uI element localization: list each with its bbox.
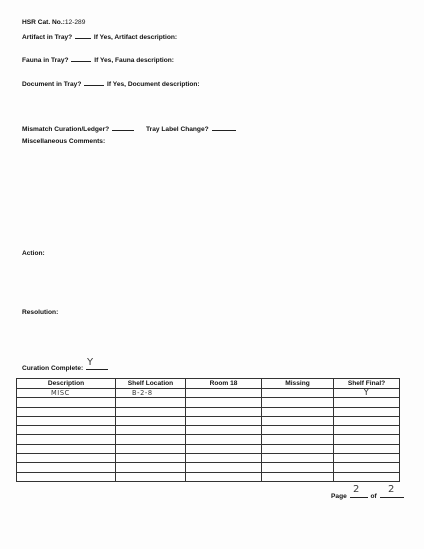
curation-complete-label: Curation Complete: — [22, 365, 84, 372]
table-cell[interactable] — [334, 426, 400, 435]
document-question — [22, 79, 200, 89]
table-cell[interactable] — [17, 416, 116, 425]
column-header-missing: Missing — [262, 379, 334, 389]
artifact-description-label: If Yes, Artifact description: — [93, 34, 178, 41]
artifact-question — [22, 32, 177, 42]
table-cell[interactable] — [262, 398, 334, 407]
table-cell[interactable] — [334, 398, 400, 407]
table-cell[interactable] — [334, 454, 400, 463]
tray-label-answer-field[interactable] — [212, 124, 236, 131]
table-row — [17, 454, 400, 463]
table-cell[interactable] — [262, 463, 334, 472]
document-answer-field[interactable] — [84, 79, 104, 86]
table-cell[interactable] — [334, 463, 400, 472]
curation-complete-value: Y — [87, 357, 94, 368]
artifact-answer-field[interactable] — [75, 32, 91, 39]
table-cell[interactable] — [116, 463, 186, 472]
table-cell[interactable] — [17, 435, 116, 444]
tray-label-question — [146, 124, 237, 134]
table-cell[interactable] — [17, 454, 116, 463]
page-current-value: 2 — [353, 484, 360, 495]
table-cell[interactable] — [262, 389, 334, 398]
column-header-description: Description — [17, 379, 116, 389]
table-cell[interactable] — [186, 444, 262, 453]
table-cell[interactable] — [334, 444, 400, 453]
table-cell[interactable] — [262, 416, 334, 425]
table-cell[interactable] — [17, 426, 116, 435]
table-row — [17, 398, 400, 407]
table-cell[interactable] — [17, 444, 116, 453]
table-row — [17, 472, 400, 481]
action-label: Action: — [22, 250, 45, 257]
catalog-number-value: 12-289 — [64, 19, 86, 26]
table-row — [17, 407, 400, 416]
fauna-answer-field[interactable] — [71, 55, 91, 62]
mismatch-label: Mismatch Curation/Ledger? — [22, 126, 110, 133]
table-cell[interactable] — [186, 398, 262, 407]
tray-label-label: Tray Label Change? — [146, 126, 209, 133]
table-row — [17, 444, 400, 453]
table-cell[interactable]: B-2-8 — [116, 389, 186, 398]
table-cell[interactable] — [262, 435, 334, 444]
table-cell[interactable] — [116, 398, 186, 407]
column-header-room-18: Room 18 — [186, 379, 262, 389]
table-row — [17, 463, 400, 472]
table-cell[interactable] — [186, 426, 262, 435]
fauna-question — [22, 55, 174, 65]
page-label: Page — [331, 493, 347, 500]
document-question-label: Document in Tray? — [22, 81, 82, 88]
table-row — [17, 416, 400, 425]
table-cell[interactable] — [17, 407, 116, 416]
table-cell[interactable] — [334, 472, 400, 481]
table-cell[interactable] — [186, 463, 262, 472]
fauna-question-label: Fauna in Tray? — [22, 57, 69, 64]
artifact-question-label: Artifact in Tray? — [22, 34, 73, 41]
table-cell[interactable] — [17, 398, 116, 407]
of-label: of — [370, 493, 377, 500]
table-cell[interactable] — [186, 454, 262, 463]
table-cell[interactable] — [17, 472, 116, 481]
table-cell[interactable] — [334, 435, 400, 444]
catalog-number-label: HSR Cat. No.: — [22, 19, 65, 26]
table-cell[interactable] — [186, 416, 262, 425]
table-cell[interactable] — [262, 444, 334, 453]
table-cell[interactable] — [17, 463, 116, 472]
table-cell[interactable] — [186, 389, 262, 398]
table-cell[interactable] — [116, 444, 186, 453]
table-cell[interactable] — [262, 472, 334, 481]
table-cell[interactable] — [116, 454, 186, 463]
table-row — [17, 389, 400, 398]
table-cell[interactable] — [262, 426, 334, 435]
document-description-label: If Yes, Document description: — [107, 81, 200, 88]
mismatch-question — [22, 124, 135, 134]
table-cell[interactable] — [262, 407, 334, 416]
table-cell[interactable] — [334, 416, 400, 425]
resolution-label: Resolution: — [22, 309, 59, 316]
table-cell[interactable]: Y — [334, 389, 400, 398]
column-header-shelf-location: Shelf Location — [116, 379, 186, 389]
table-cell[interactable] — [116, 407, 186, 416]
table-cell[interactable] — [334, 407, 400, 416]
table-cell[interactable] — [186, 407, 262, 416]
table-cell[interactable] — [116, 435, 186, 444]
column-header-shelf-final: Shelf Final? — [334, 379, 400, 389]
fauna-description-label: If Yes, Fauna description: — [94, 57, 174, 64]
page-total-value: 2 — [388, 484, 395, 495]
shelf-ledger-table — [16, 378, 400, 482]
catalog-number — [22, 19, 85, 27]
table-cell[interactable] — [116, 472, 186, 481]
table-header-row — [17, 379, 400, 389]
table-cell[interactable] — [116, 426, 186, 435]
mismatch-answer-field[interactable] — [112, 124, 134, 131]
table-cell[interactable] — [116, 416, 186, 425]
table-cell[interactable] — [262, 454, 334, 463]
table-row — [17, 426, 400, 435]
curation-complete — [22, 363, 109, 373]
table-cell[interactable]: MISC — [17, 389, 116, 398]
table-row — [17, 435, 400, 444]
table-cell[interactable] — [186, 472, 262, 481]
misc-comments-label: Miscellaneous Comments: — [22, 138, 106, 145]
table-cell[interactable] — [186, 435, 262, 444]
